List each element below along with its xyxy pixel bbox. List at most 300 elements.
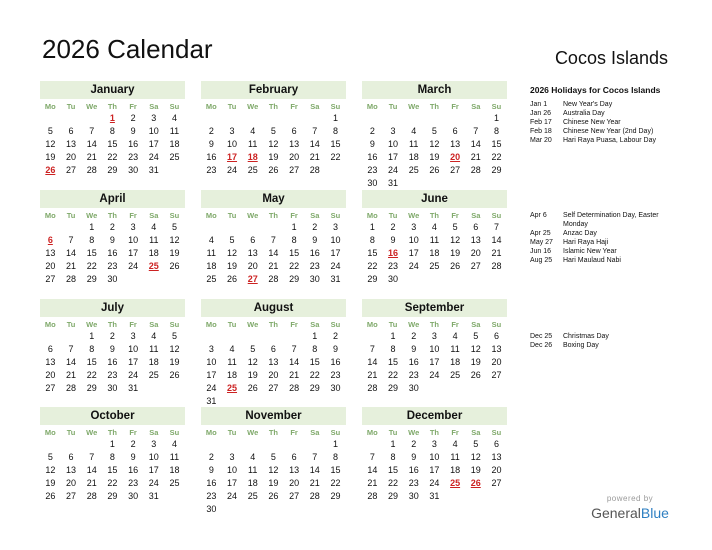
day-cell: 9 bbox=[109, 235, 115, 245]
day-cell: 5 bbox=[473, 331, 479, 341]
empty-cell bbox=[263, 330, 284, 343]
day-cell: 16 bbox=[128, 139, 139, 149]
day-cell: 11 bbox=[149, 235, 159, 245]
day-cell: 3 bbox=[130, 222, 136, 232]
day-cell: 27 bbox=[450, 165, 461, 175]
day-grid bbox=[201, 425, 346, 516]
day-cell: 10 bbox=[408, 235, 419, 245]
weekday-label: Su bbox=[169, 428, 180, 437]
weekday-label: Tu bbox=[388, 102, 398, 111]
day-cell: 10 bbox=[148, 126, 159, 136]
powered-by-text: powered by bbox=[606, 494, 654, 503]
weekday-label: We bbox=[86, 102, 98, 111]
weekday-label: Sa bbox=[310, 320, 320, 329]
holiday-name: Anzac Day bbox=[563, 230, 597, 237]
holiday-name: Hari Raya Haji bbox=[563, 239, 609, 246]
day-cell: 2 bbox=[369, 126, 375, 136]
holiday-row bbox=[530, 127, 665, 136]
day-cell: 4 bbox=[171, 113, 177, 123]
weekday-label: Fr bbox=[290, 102, 298, 111]
weekday-label: Mo bbox=[366, 102, 378, 111]
weekday-label: Tu bbox=[66, 211, 76, 220]
day-cell: 12 bbox=[268, 139, 279, 149]
day-cell: 5 bbox=[452, 222, 458, 232]
day-cell: 28 bbox=[268, 274, 279, 284]
weekday-label: We bbox=[247, 428, 259, 437]
day-cell: 5 bbox=[47, 452, 53, 462]
weekday-label: Mo bbox=[205, 428, 217, 437]
day-cell: 26 bbox=[429, 165, 440, 175]
day-cell: 25 bbox=[247, 491, 258, 501]
month-july bbox=[40, 299, 185, 395]
day-cell: 22 bbox=[86, 261, 97, 271]
day-cell: 27 bbox=[66, 491, 77, 501]
day-cell: 24 bbox=[429, 478, 440, 488]
empty-cell bbox=[222, 438, 243, 451]
weekday-label: Tu bbox=[227, 320, 237, 329]
month-january bbox=[40, 81, 185, 177]
day-cell: 13 bbox=[289, 465, 300, 475]
empty-cell bbox=[465, 112, 486, 125]
empty-cell bbox=[40, 438, 61, 451]
day-cell: 24 bbox=[429, 370, 440, 380]
day-cell: 4 bbox=[171, 439, 177, 449]
weekday-label: Tu bbox=[388, 320, 398, 329]
day-cell: 30 bbox=[206, 504, 217, 514]
day-cell: 31 bbox=[206, 396, 217, 406]
weekday-label: Mo bbox=[205, 102, 217, 111]
day-cell: 15 bbox=[309, 357, 320, 367]
empty-cell bbox=[263, 221, 284, 234]
day-cell: 25 bbox=[148, 370, 159, 380]
day-cell: 23 bbox=[107, 261, 118, 271]
empty-cell bbox=[445, 112, 466, 125]
day-cell: 22 bbox=[491, 152, 502, 162]
holiday-date: Aug 25 bbox=[530, 257, 553, 264]
day-cell: 16 bbox=[206, 152, 217, 162]
holiday-day-cell: 18 bbox=[247, 152, 258, 162]
weekday-label: Fr bbox=[451, 320, 459, 329]
day-cell: 27 bbox=[491, 478, 502, 488]
day-cell: 3 bbox=[208, 344, 214, 354]
empty-cell bbox=[61, 438, 82, 451]
month-october bbox=[40, 407, 185, 503]
day-cell: 21 bbox=[86, 478, 97, 488]
day-cell: 21 bbox=[289, 370, 300, 380]
day-cell: 27 bbox=[470, 261, 481, 271]
weekday-label: Mo bbox=[205, 211, 217, 220]
day-cell: 6 bbox=[47, 344, 53, 354]
day-cell: 27 bbox=[289, 165, 300, 175]
day-grid bbox=[362, 208, 507, 286]
weekday-label: Th bbox=[107, 102, 117, 111]
holiday-name: Islamic New Year bbox=[563, 248, 617, 255]
day-cell: 29 bbox=[330, 491, 341, 501]
day-cell: 19 bbox=[169, 357, 180, 367]
day-cell: 27 bbox=[45, 383, 56, 393]
day-cell: 12 bbox=[268, 465, 279, 475]
day-cell: 4 bbox=[151, 222, 157, 232]
holiday-name: Hari Raya Puasa, Labour Day bbox=[563, 137, 656, 144]
day-cell: 31 bbox=[148, 491, 159, 501]
empty-cell bbox=[424, 112, 445, 125]
day-cell: 17 bbox=[128, 248, 139, 258]
day-cell: 11 bbox=[409, 139, 419, 149]
day-cell: 24 bbox=[128, 261, 139, 271]
day-cell: 23 bbox=[107, 370, 118, 380]
holiday-name: Self Determination Day, Easter Monday bbox=[563, 212, 659, 228]
day-cell: 13 bbox=[247, 248, 258, 258]
day-cell: 6 bbox=[291, 126, 297, 136]
day-cell: 9 bbox=[411, 344, 417, 354]
day-cell: 25 bbox=[450, 370, 461, 380]
day-cell: 13 bbox=[45, 248, 56, 258]
day-cell: 2 bbox=[130, 113, 136, 123]
day-cell: 19 bbox=[450, 248, 461, 258]
weekday-label: Tu bbox=[388, 428, 398, 437]
day-grid bbox=[362, 317, 507, 395]
day-cell: 19 bbox=[247, 370, 258, 380]
day-cell: 5 bbox=[270, 126, 276, 136]
day-cell: 11 bbox=[450, 452, 460, 462]
weekday-label: Su bbox=[491, 102, 502, 111]
day-cell: 29 bbox=[388, 491, 399, 501]
day-cell: 5 bbox=[473, 439, 479, 449]
day-cell: 2 bbox=[208, 126, 214, 136]
generalblue-logo[interactable] bbox=[588, 494, 672, 521]
day-cell: 18 bbox=[148, 357, 159, 367]
empty-cell bbox=[304, 112, 325, 125]
day-cell: 5 bbox=[431, 126, 437, 136]
day-cell: 7 bbox=[89, 452, 95, 462]
day-cell: 14 bbox=[367, 465, 378, 475]
day-cell: 13 bbox=[470, 235, 481, 245]
day-cell: 2 bbox=[130, 439, 136, 449]
day-cell: 24 bbox=[408, 261, 419, 271]
holiday-date: Dec 25 bbox=[530, 333, 553, 340]
day-cell: 16 bbox=[330, 357, 341, 367]
weekday-label: Mo bbox=[366, 320, 378, 329]
day-cell: 25 bbox=[169, 478, 180, 488]
weekday-label: Sa bbox=[471, 102, 481, 111]
day-cell: 11 bbox=[248, 139, 258, 149]
day-cell: 24 bbox=[388, 165, 399, 175]
day-cell: 2 bbox=[312, 222, 318, 232]
empty-cell bbox=[242, 438, 263, 451]
day-cell: 30 bbox=[367, 178, 378, 188]
empty-cell bbox=[242, 330, 263, 343]
day-cell: 19 bbox=[268, 152, 279, 162]
day-cell: 10 bbox=[227, 139, 238, 149]
day-cell: 28 bbox=[491, 261, 502, 271]
weekday-label: We bbox=[408, 211, 420, 220]
weekday-label: Mo bbox=[366, 428, 378, 437]
weekday-label: Tu bbox=[227, 428, 237, 437]
weekday-label: We bbox=[86, 211, 98, 220]
holiday-date: Jun 16 bbox=[530, 248, 552, 255]
day-cell: 11 bbox=[227, 357, 237, 367]
day-cell: 28 bbox=[66, 383, 77, 393]
day-grid bbox=[40, 99, 185, 177]
day-cell: 29 bbox=[388, 383, 399, 393]
day-cell: 12 bbox=[169, 344, 180, 354]
weekday-label: Tu bbox=[66, 320, 76, 329]
weekday-label: Su bbox=[330, 211, 341, 220]
day-cell: 19 bbox=[45, 152, 56, 162]
day-cell: 14 bbox=[66, 248, 77, 258]
weekday-label: Th bbox=[268, 102, 278, 111]
day-cell: 26 bbox=[45, 491, 56, 501]
day-cell: 30 bbox=[388, 274, 399, 284]
holiday-day-cell: 26 bbox=[470, 478, 481, 488]
weekday-label: Th bbox=[429, 320, 439, 329]
weekday-label: Fr bbox=[290, 428, 298, 437]
page-title: 2026 Calendar bbox=[42, 34, 213, 64]
day-cell: 15 bbox=[330, 465, 341, 475]
day-cell: 27 bbox=[289, 491, 300, 501]
day-cell: 18 bbox=[169, 465, 180, 475]
day-cell: 15 bbox=[107, 465, 118, 475]
day-cell: 21 bbox=[268, 261, 279, 271]
day-cell: 19 bbox=[169, 248, 180, 258]
holiday-date: Mar 20 bbox=[530, 137, 552, 144]
empty-cell bbox=[362, 112, 383, 125]
weekday-label: Sa bbox=[310, 428, 320, 437]
day-cell: 23 bbox=[388, 261, 399, 271]
day-cell: 8 bbox=[109, 452, 115, 462]
day-cell: 1 bbox=[109, 439, 115, 449]
day-cell: 9 bbox=[208, 465, 214, 475]
day-cell: 20 bbox=[491, 357, 502, 367]
day-cell: 13 bbox=[66, 465, 77, 475]
weekday-label: Fr bbox=[290, 320, 298, 329]
day-cell: 26 bbox=[450, 261, 461, 271]
month-header: August bbox=[201, 299, 346, 317]
holiday-date: Jan 26 bbox=[530, 110, 552, 117]
day-cell: 12 bbox=[247, 357, 258, 367]
empty-cell bbox=[304, 438, 325, 451]
day-cell: 15 bbox=[388, 357, 399, 367]
day-cell: 8 bbox=[109, 126, 115, 136]
day-cell: 21 bbox=[309, 152, 320, 162]
day-cell: 26 bbox=[268, 165, 279, 175]
day-cell: 17 bbox=[206, 370, 217, 380]
day-cell: 3 bbox=[151, 113, 157, 123]
day-cell: 24 bbox=[227, 165, 238, 175]
weekday-label: Su bbox=[491, 428, 502, 437]
day-cell: 3 bbox=[229, 452, 235, 462]
day-cell: 10 bbox=[429, 344, 440, 354]
day-cell: 11 bbox=[206, 248, 217, 258]
weekday-label: Su bbox=[491, 211, 502, 220]
weekday-label: Th bbox=[429, 102, 439, 111]
day-cell: 3 bbox=[411, 222, 417, 232]
day-cell: 1 bbox=[89, 222, 95, 232]
day-cell: 13 bbox=[66, 139, 77, 149]
day-cell: 6 bbox=[473, 222, 479, 232]
weekday-label: Fr bbox=[129, 428, 137, 437]
month-february bbox=[201, 81, 346, 177]
day-cell: 2 bbox=[109, 331, 115, 341]
holiday-day-cell: 17 bbox=[227, 152, 238, 162]
day-cell: 10 bbox=[330, 235, 341, 245]
weekday-label: Fr bbox=[129, 102, 137, 111]
day-cell: 16 bbox=[309, 248, 320, 258]
day-cell: 8 bbox=[332, 126, 338, 136]
day-cell: 5 bbox=[171, 331, 177, 341]
holiday-row bbox=[530, 229, 665, 238]
holiday-row bbox=[530, 118, 665, 127]
day-cell: 26 bbox=[169, 370, 180, 380]
day-cell: 8 bbox=[89, 235, 95, 245]
weekday-label: Mo bbox=[44, 428, 56, 437]
day-cell: 7 bbox=[369, 452, 375, 462]
day-cell: 20 bbox=[247, 261, 258, 271]
day-cell: 11 bbox=[169, 452, 180, 462]
month-header: May bbox=[201, 190, 346, 208]
day-cell: 14 bbox=[309, 465, 320, 475]
day-cell: 30 bbox=[330, 383, 341, 393]
day-cell: 17 bbox=[388, 152, 399, 162]
day-cell: 17 bbox=[429, 465, 440, 475]
holiday-row bbox=[530, 211, 665, 229]
weekday-label: Sa bbox=[149, 428, 159, 437]
day-cell: 5 bbox=[229, 235, 235, 245]
day-cell: 17 bbox=[408, 248, 419, 258]
weekday-label: Fr bbox=[129, 320, 137, 329]
day-cell: 17 bbox=[227, 478, 238, 488]
day-cell: 31 bbox=[330, 274, 341, 284]
month-header: January bbox=[40, 81, 185, 99]
day-cell: 8 bbox=[369, 235, 375, 245]
day-cell: 6 bbox=[68, 452, 74, 462]
day-cell: 12 bbox=[169, 235, 180, 245]
holiday-day-cell: 1 bbox=[109, 113, 115, 123]
day-cell: 15 bbox=[388, 465, 399, 475]
day-cell: 26 bbox=[227, 274, 238, 284]
empty-cell bbox=[403, 112, 424, 125]
day-cell: 11 bbox=[149, 344, 159, 354]
day-cell: 12 bbox=[450, 235, 461, 245]
day-cell: 23 bbox=[367, 165, 378, 175]
day-cell: 30 bbox=[408, 383, 419, 393]
empty-cell bbox=[362, 438, 383, 451]
day-cell: 31 bbox=[148, 165, 159, 175]
weekday-label: Th bbox=[429, 428, 439, 437]
day-cell: 23 bbox=[206, 165, 217, 175]
holiday-date: Apr 25 bbox=[530, 230, 551, 237]
holiday-date: Dec 26 bbox=[530, 342, 553, 349]
day-cell: 18 bbox=[429, 248, 440, 258]
holiday-name: Chinese New Year (2nd Day) bbox=[563, 128, 654, 135]
weekday-label: Su bbox=[169, 102, 180, 111]
day-cell: 22 bbox=[330, 478, 341, 488]
empty-cell bbox=[242, 112, 263, 125]
weekday-label: We bbox=[408, 320, 420, 329]
empty-cell bbox=[263, 438, 284, 451]
day-grid bbox=[362, 425, 507, 503]
weekday-label: We bbox=[86, 320, 98, 329]
day-cell: 27 bbox=[66, 165, 77, 175]
day-cell: 4 bbox=[151, 331, 157, 341]
day-cell: 25 bbox=[169, 152, 180, 162]
day-cell: 28 bbox=[66, 274, 77, 284]
weekday-label: Mo bbox=[44, 320, 56, 329]
holiday-date: May 27 bbox=[530, 239, 553, 246]
day-cell: 9 bbox=[332, 344, 338, 354]
day-cell: 7 bbox=[312, 452, 318, 462]
day-cell: 4 bbox=[411, 126, 417, 136]
day-cell: 30 bbox=[128, 165, 139, 175]
weekday-label: Tu bbox=[388, 211, 398, 220]
day-cell: 10 bbox=[128, 235, 139, 245]
day-cell: 19 bbox=[227, 261, 238, 271]
holiday-day-cell: 25 bbox=[450, 478, 461, 488]
empty-cell bbox=[284, 438, 305, 451]
weekday-label: Tu bbox=[227, 102, 237, 111]
day-cell: 22 bbox=[107, 478, 118, 488]
day-cell: 22 bbox=[367, 261, 378, 271]
holiday-row bbox=[530, 247, 665, 256]
empty-cell bbox=[201, 438, 222, 451]
day-cell: 23 bbox=[408, 370, 419, 380]
empty-cell bbox=[383, 112, 404, 125]
empty-cell bbox=[263, 112, 284, 125]
day-cell: 17 bbox=[429, 357, 440, 367]
holiday-row bbox=[530, 332, 665, 341]
day-cell: 28 bbox=[86, 165, 97, 175]
day-cell: 12 bbox=[45, 465, 56, 475]
day-cell: 9 bbox=[130, 126, 136, 136]
day-cell: 8 bbox=[493, 126, 499, 136]
day-cell: 31 bbox=[128, 383, 139, 393]
day-cell: 14 bbox=[470, 139, 481, 149]
day-cell: 7 bbox=[369, 344, 375, 354]
day-cell: 12 bbox=[227, 248, 238, 258]
holiday-date: Feb 18 bbox=[530, 128, 552, 135]
empty-cell bbox=[201, 330, 222, 343]
day-cell: 8 bbox=[291, 235, 297, 245]
month-header: September bbox=[362, 299, 507, 317]
day-cell: 15 bbox=[367, 248, 378, 258]
day-cell: 7 bbox=[68, 344, 74, 354]
day-cell: 13 bbox=[289, 139, 300, 149]
day-cell: 18 bbox=[227, 370, 238, 380]
holidays-title: 2026 Holidays for Cocos Islands bbox=[530, 85, 661, 95]
day-cell: 3 bbox=[390, 126, 396, 136]
day-cell: 20 bbox=[268, 370, 279, 380]
day-cell: 14 bbox=[86, 139, 97, 149]
day-cell: 8 bbox=[390, 344, 396, 354]
day-cell: 1 bbox=[332, 113, 338, 123]
weekday-label: Th bbox=[429, 211, 439, 220]
holiday-name: New Year's Day bbox=[563, 101, 613, 108]
weekday-label: Mo bbox=[205, 320, 217, 329]
day-cell: 23 bbox=[206, 491, 217, 501]
day-cell: 24 bbox=[148, 478, 159, 488]
day-cell: 7 bbox=[68, 235, 74, 245]
weekday-label: Su bbox=[330, 320, 341, 329]
weekday-label: Fr bbox=[290, 211, 298, 220]
day-cell: 3 bbox=[431, 331, 437, 341]
day-cell: 15 bbox=[491, 139, 502, 149]
day-cell: 25 bbox=[429, 261, 440, 271]
weekday-label: Mo bbox=[44, 102, 56, 111]
day-cell: 29 bbox=[309, 383, 320, 393]
holiday-row bbox=[530, 100, 665, 109]
day-cell: 7 bbox=[270, 235, 276, 245]
day-cell: 20 bbox=[289, 152, 300, 162]
